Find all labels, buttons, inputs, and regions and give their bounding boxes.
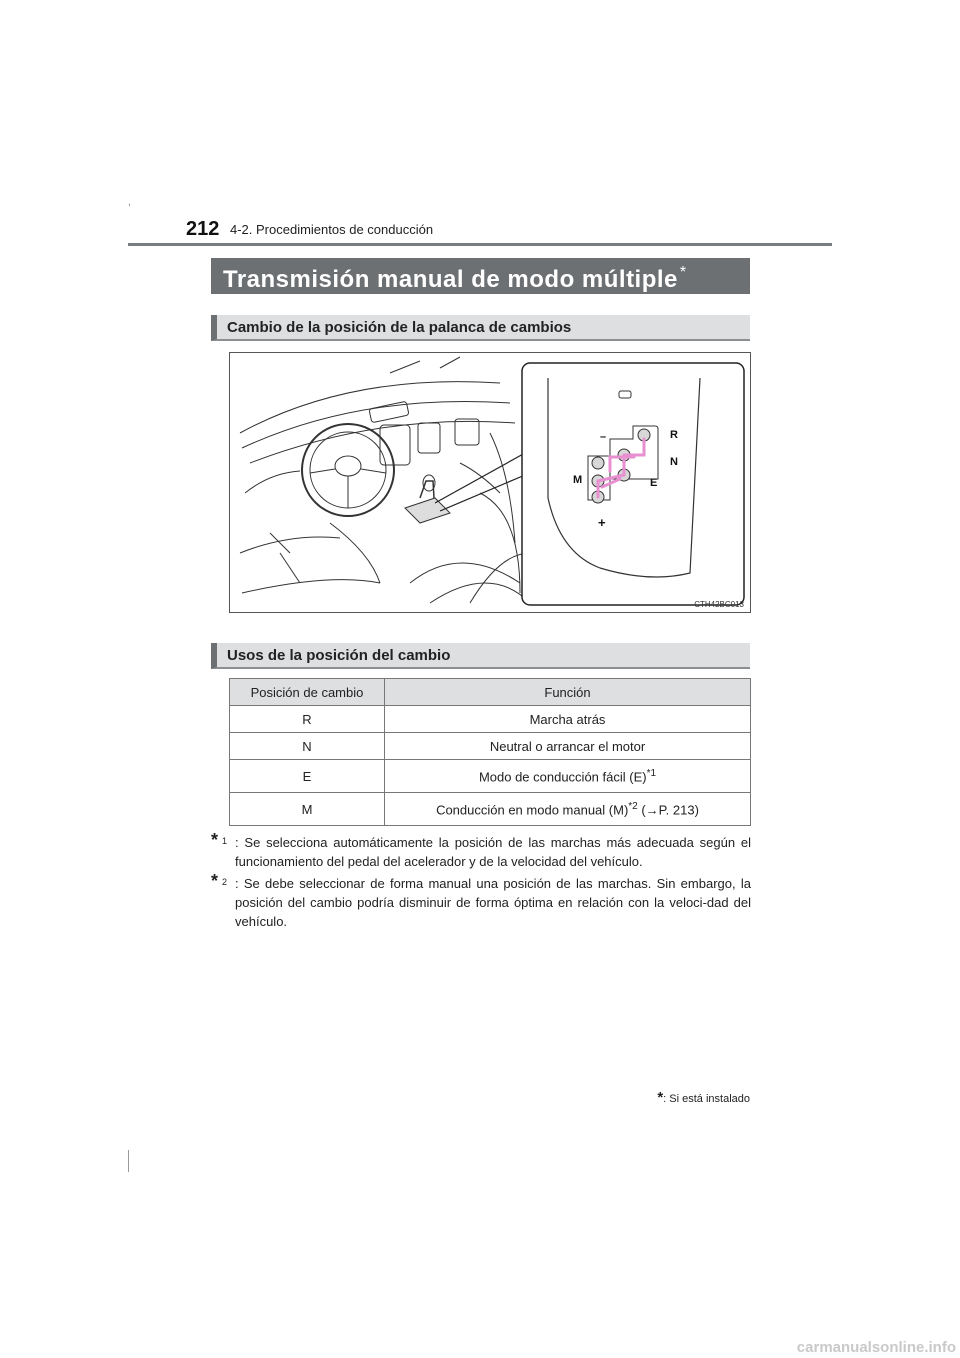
footnote-text: : Se selecciona automáticamente la posición de las marchas más adecuada según el funcionamiento del pedal del acelerador y de la velocidad del vehículo. (235, 835, 751, 869)
page-number: 212 (186, 218, 220, 240)
section-title (211, 258, 750, 294)
table-header-function: Función (385, 679, 751, 706)
table-header-row (230, 679, 751, 706)
page-reference: (→P. 213) (637, 802, 699, 818)
gate-label-minus: – (600, 431, 607, 443)
table-cell-position: E (230, 760, 385, 793)
gate-label-m: M (573, 474, 583, 486)
illustration-code: CTH42BC013 (694, 600, 744, 609)
installed-note (657, 1089, 750, 1106)
margin-tick (128, 1150, 129, 1172)
footnote-ref: *2 (628, 800, 638, 812)
gate-label-plus: + (598, 515, 606, 530)
gate-label-r: R (670, 429, 678, 441)
table-header-position: Posición de cambio (230, 679, 385, 706)
margin-mark: , (128, 197, 131, 208)
watermark: carmanualsonline.info (796, 1339, 956, 1356)
table-cell-position: N (230, 733, 385, 760)
function-text: Modo de conducción fácil (E) (478, 769, 647, 785)
table-cell-position: M (230, 793, 385, 826)
table-cell-function (385, 793, 751, 826)
installed-text: : Si está instalado (663, 1093, 750, 1105)
subsection-heading-uses: Usos de la posición del cambio (211, 643, 750, 669)
shift-lever-illustration (229, 352, 751, 613)
function-text: Neutral o arrancar el motor (489, 738, 646, 754)
gate-label-n: N (670, 456, 678, 468)
subsection-heading-shift: Cambio de la posición de la palanca de cambios (211, 315, 750, 341)
footnote-2 (211, 871, 751, 931)
section-title-text: Transmisión manual de modo múltiple (223, 266, 678, 293)
footnote-number: 2 (222, 877, 228, 887)
table-row (230, 793, 751, 826)
function-text: Marcha atrás (529, 711, 606, 727)
function-text: Conducción en modo manual (M) (436, 802, 629, 818)
footnote-text: : Se debe seleccionar de forma manual una posición de las marchas. Sin embargo, la posición del cambio podría disminuir de forma óptima en relación con la veloci-dad del vehículo. (235, 876, 751, 929)
cockpit-drawing (230, 353, 750, 612)
footnote-number: 1 (222, 836, 228, 846)
table-cell-function (385, 760, 751, 793)
installed-mark: * (657, 1089, 664, 1106)
table-cell-function (385, 733, 751, 760)
table-row (230, 706, 751, 733)
footnote-mark: * (211, 830, 219, 850)
shift-position-table (229, 678, 751, 826)
footnote-mark: * (211, 871, 219, 891)
footnote-1 (211, 830, 751, 871)
gate-label-e: E (650, 477, 658, 489)
table-cell-function (385, 706, 751, 733)
header-rule (128, 243, 832, 246)
table-row (230, 760, 751, 793)
table-cell-position: R (230, 706, 385, 733)
running-head: 4-2. Procedimientos de conducción (230, 222, 434, 237)
section-title-mark: * (679, 264, 687, 281)
table-row (230, 733, 751, 760)
footnote-ref: *1 (646, 767, 657, 779)
